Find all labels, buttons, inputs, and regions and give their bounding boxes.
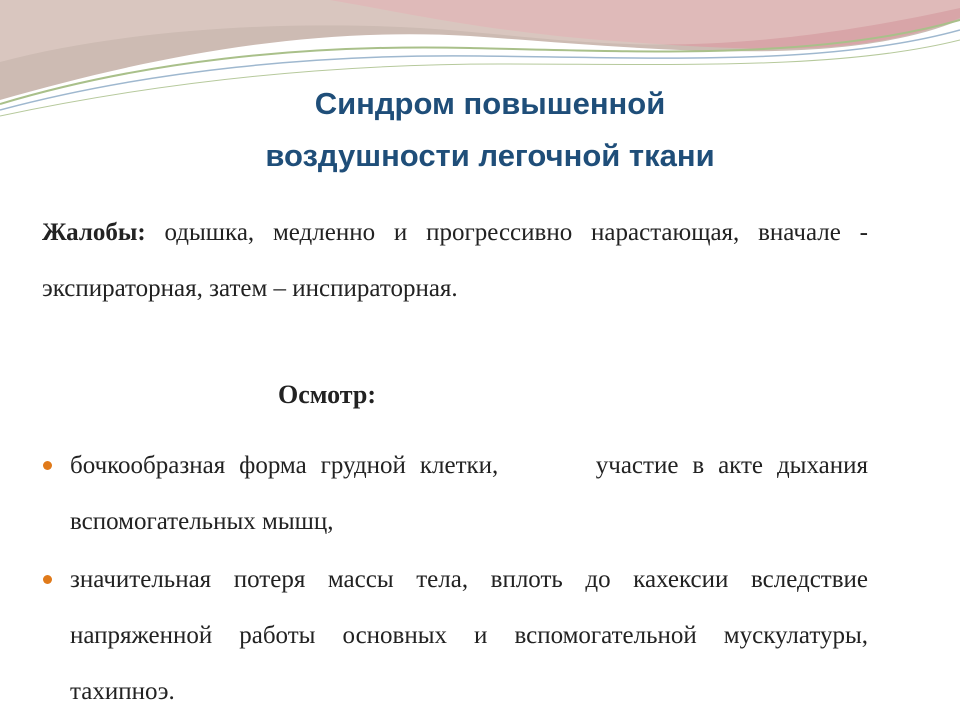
exam-bullet-list: [42, 438, 881, 720]
complaints-text: одышка, медленно и прогрессивно нарастающая, вначале - экспираторная, затем – инспираторная.: [42, 219, 868, 302]
exam-heading: Осмотр:: [278, 380, 376, 409]
bullet-dot-icon: [43, 461, 52, 470]
exam-bullet-item: [42, 438, 881, 550]
slide-title-line-2: воздушности легочной ткани: [265, 138, 715, 173]
bullet-dot-icon: [43, 575, 52, 584]
complaints-paragraph: [42, 205, 868, 317]
exam-bullet-text: бочкообразная форма грудной клетки, участие в акте дыхания вспомогательных мышц,: [70, 452, 881, 535]
complaints-label: Жалобы:: [42, 219, 146, 246]
exam-bullet-text: значительная потеря массы тела, вплоть до кахексии вследствие напряженной работы основных и вспомогательной мускулатуры, тахипноэ.: [70, 566, 868, 705]
slide-title-line-1: Синдром повышенной: [314, 86, 666, 121]
slide-title: [150, 78, 830, 182]
exam-bullet-item: [42, 552, 868, 720]
